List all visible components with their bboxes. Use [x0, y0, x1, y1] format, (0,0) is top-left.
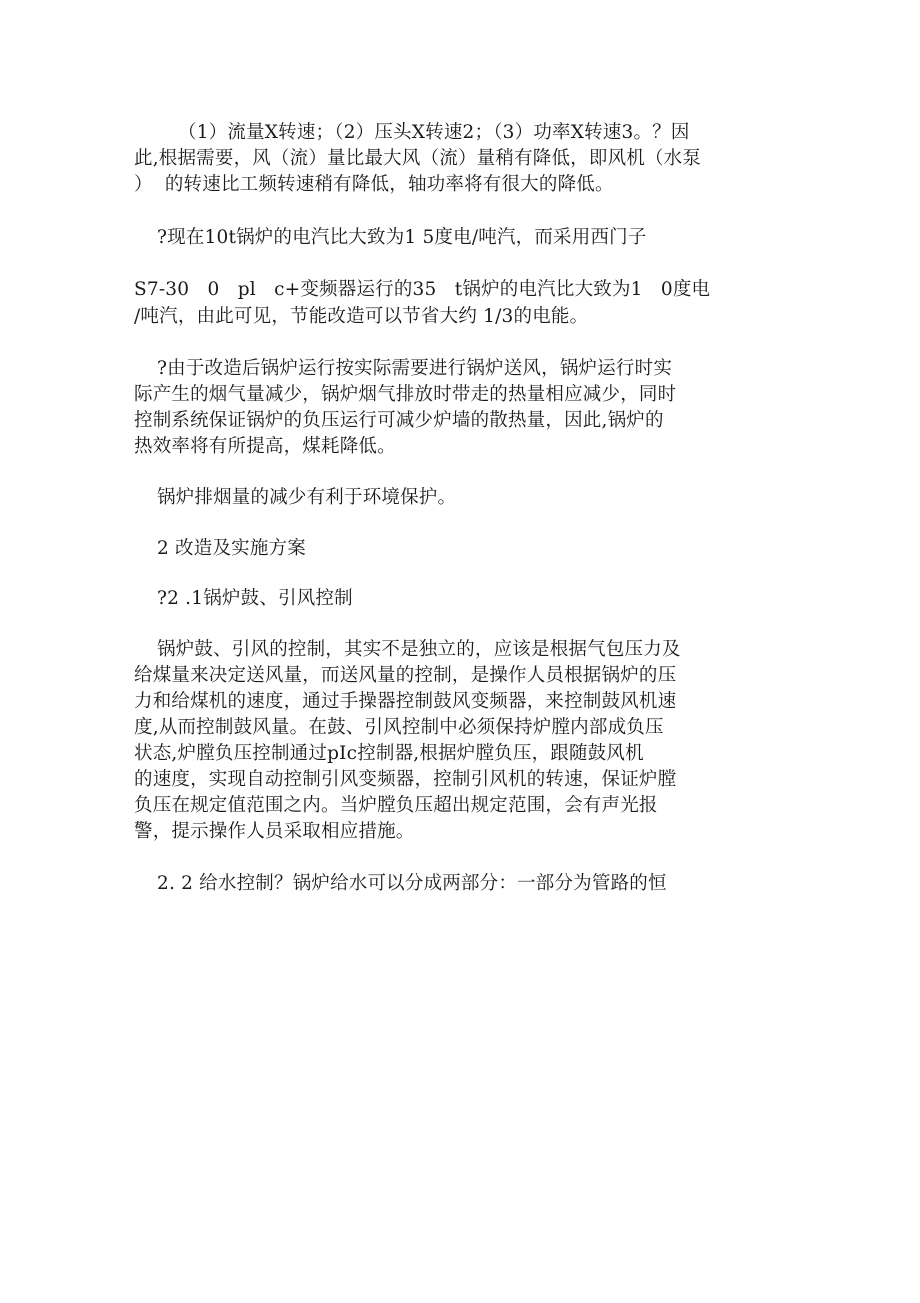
paragraph-6-line-5: 状态,炉膛负压控制通过pIc控制器,根据炉膛负压，跟随鼓风机: [134, 743, 644, 764]
paragraph-4-line-3: 控制系统保证锅炉的负压运行可减少炉墙的散热量，因此,锅炉的: [134, 410, 664, 431]
paragraph-6-line-1: 锅炉鼓、引风的控制，其实不是独立的，应该是根据气包压力及: [157, 639, 681, 660]
paragraph-1-line-1: （1）流量X转速；（2）压头X转速2；（3）功率X转速3。？因: [178, 122, 690, 143]
paragraph-3-line-2: /吨汽，由此可见，节能改造可以节省大约 1/3的电能。: [134, 306, 589, 327]
paragraph-1-line-3: ） 的转速比工频转速稍有降低，轴功率将有很大的降低。: [134, 174, 614, 195]
paragraph-6-line-4: 度,从而控制鼓风量。在鼓、引风控制中必须保持炉膛内部成负压: [134, 717, 664, 738]
paragraph-2-line-1: ?现在10t锅炉的电汽比大致为1 5度电/吨汽，而采用西门子: [157, 227, 647, 248]
paragraph-6-line-7: 负压在规定值范围之内。当炉膛负压超出规定范围，会有声光报: [134, 795, 658, 816]
paragraph-1-line-2: 此,根据需要，风（流）量比最大风（流）量稍有降低，即风机（水泵: [134, 148, 702, 169]
subsection-heading-2-1: ?2 .1锅炉鼓、引风控制: [157, 588, 353, 609]
paragraph-6-line-3: 力和给煤机的速度，通过手操器控制鼓风变频器，来控制鼓风机速: [134, 691, 677, 712]
paragraph-4-line-2: 际产生的烟气量减少，锅炉烟气排放时带走的热量相应减少，同时: [134, 384, 677, 405]
paragraph-6-line-6: 的速度，实现自动控制引风变频器，控制引风机的转速，保证炉膛: [134, 769, 677, 790]
paragraph-5-line-1: 锅炉排烟量的减少有利于环境保护。: [157, 487, 457, 508]
paragraph-3-line-1: S7-30 0 pl c+变频器运行的35 t锅炉的电汽比大致为1 0度电: [134, 279, 711, 300]
section-heading-2: 2 改造及实施方案: [157, 538, 306, 559]
paragraph-4-line-1: ?由于改造后锅炉运行按实际需要进行锅炉送风，锅炉运行时实: [157, 358, 673, 379]
paragraph-6-line-2: 给煤量来决定送风量，而送风量的控制，是操作人员根据锅炉的压: [134, 665, 677, 686]
paragraph-4-line-4: 热效率将有所提高，煤耗降低。: [134, 436, 396, 457]
paragraph-7-line-1: 2. 2 给水控制？锅炉给水可以分成两部分：一部分为管路的恒: [157, 873, 667, 894]
paragraph-6-line-8: 警，提示操作人员采取相应措施。: [134, 821, 415, 842]
